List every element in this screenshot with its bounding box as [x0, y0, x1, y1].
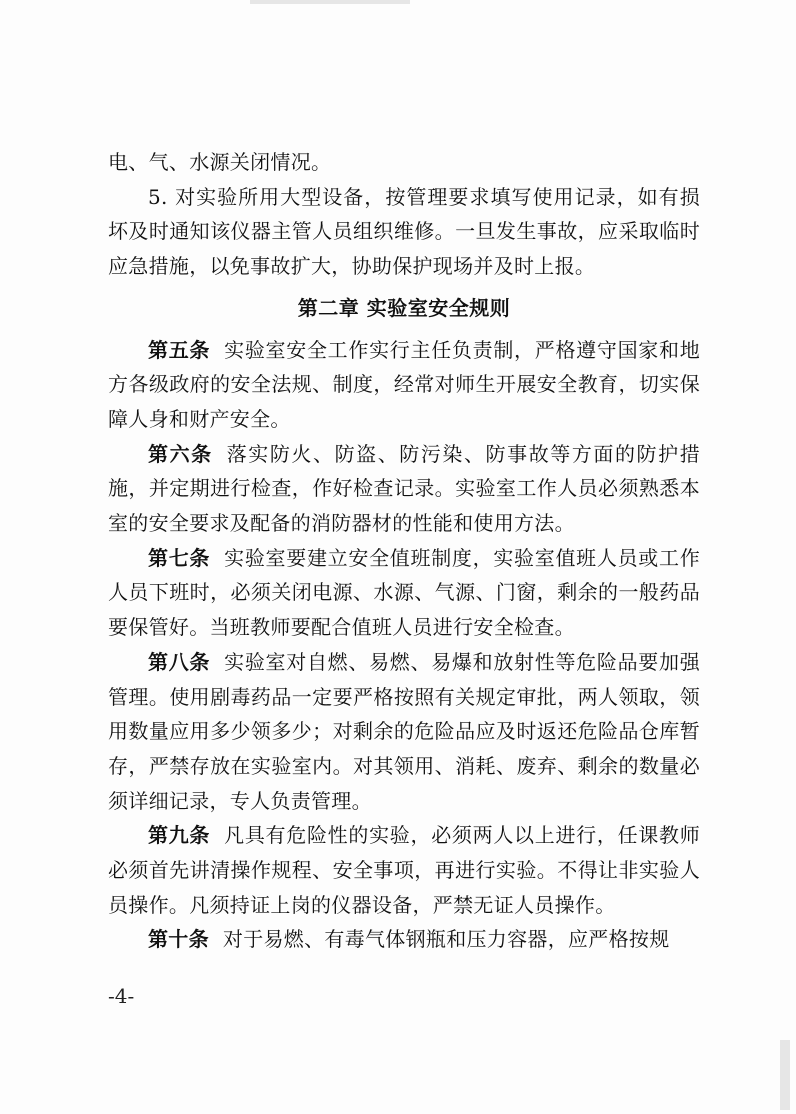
chapter-title: 第二章 实验室安全规则	[297, 295, 511, 320]
article-label: 第十条	[148, 927, 209, 952]
article-label: 第六条	[148, 441, 213, 466]
scan-edge-mark	[780, 1040, 790, 1110]
article-label: 第九条	[148, 823, 211, 848]
article-text: 实验室要建立安全值班制度，实验室值班人员或工作人员下班时，必须关闭电源、水源、气源、门窗，剩余的一般药品要保管好。当班教师要配合值班人员进行安全检查。	[108, 545, 700, 640]
article-label: 第五条	[148, 337, 211, 362]
article-text: 凡具有危险性的实验，必须两人以上进行，任课教师必须首先讲清操作规程、安全事项，再进行实验。不得让非实验人员操作。凡须持证上岗的仪器设备，严禁无证人员操作。	[108, 823, 700, 917]
article-text: 实验室安全工作实行主任负责制，严格遵守国家和地方各级政府的安全法规、制度，经常对师生开展安全教育，切实保障人身和财产安全。	[108, 337, 700, 431]
page-number: -4-	[108, 984, 135, 1008]
document-body	[108, 145, 700, 957]
article-paragraph	[108, 541, 700, 645]
article-text: 落实防火、防盗、防污染、防事故等方面的防护措施，并定期进行检查，作好检查记录。实验室工作人员必须熟悉本室的安全要求及配备的消防器材的性能和使用方法。	[108, 441, 700, 536]
article-label: 第八条	[148, 649, 211, 674]
article-paragraph	[108, 645, 700, 819]
article-text: 对于易燃、有毒气体钢瓶和压力容器，应严格按规	[222, 927, 670, 952]
article-paragraph	[108, 922, 700, 957]
article-text: 实验室对自燃、易燃、易爆和放射性等危险品要加强管理。使用剧毒药品一定要严格按照有关规定审批，两人领取，领用数量应用多少领多少；对剩余的危险品应及时返还危险品仓库暂存，严禁存放在实验室内。对其领用、消耗、废弃、剩余的数量必须详细记录，专人负责管理。	[108, 649, 700, 813]
continuation-paragraph: 电、气、水源关闭情况。	[108, 150, 332, 174]
scan-edge-mark	[250, 0, 410, 4]
item-5-paragraph: 5. 对实验所用大型设备，按管理要求填写使用记录，如有损坏及时通知该仪器主管人员组织维修。一旦发生事故，应采取临时应急措施，以免事故扩大，协助保护现场并及时上报。	[108, 184, 700, 279]
article-paragraph	[108, 818, 700, 922]
article-label: 第七条	[148, 545, 211, 570]
article-paragraph	[108, 437, 700, 541]
article-paragraph	[108, 333, 700, 437]
